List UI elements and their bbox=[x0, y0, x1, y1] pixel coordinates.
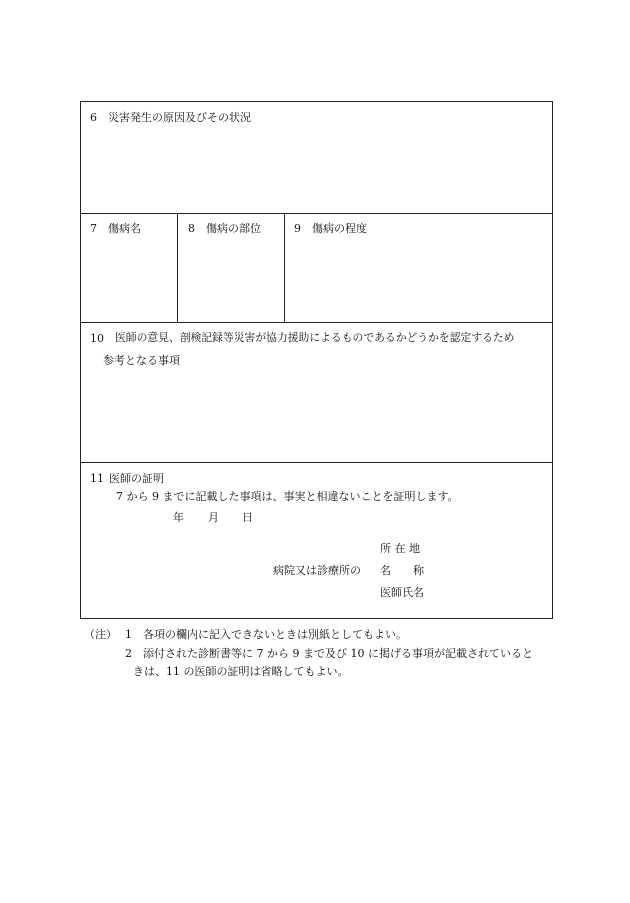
note-1-number: 1 bbox=[125, 628, 132, 641]
note-1-text: 各項の欄内に記入できないときは別紙としてもよい。 bbox=[143, 628, 407, 641]
section-7-label: 傷病名 bbox=[108, 222, 141, 235]
institution-label: 病院又は診療所の bbox=[273, 564, 361, 577]
section-11-label: 医師の証明 bbox=[109, 472, 164, 485]
section-8-number: 8 bbox=[188, 222, 195, 235]
notes-prefix: （注） bbox=[84, 628, 117, 641]
name-label-part-2: 称 bbox=[413, 564, 424, 577]
note-2-text: 添付された診断書等に 7 から 9 まで及び 10 に掲げる事項が記載されていると bbox=[143, 647, 533, 660]
section-10-row bbox=[81, 323, 552, 463]
name-label-part-1: 名 bbox=[380, 564, 391, 577]
section-7-number: 7 bbox=[90, 222, 97, 235]
section-6-label: 災害発生の原因及びその状況 bbox=[108, 111, 251, 124]
address-label: 所 在 地 bbox=[380, 542, 420, 555]
certification-statement: 7 から 9 までに記載した事項は、事実と相違ないことを証明します。 bbox=[116, 490, 459, 503]
note-2-number: 2 bbox=[125, 647, 132, 660]
column-divider bbox=[284, 214, 285, 322]
column-divider bbox=[177, 214, 178, 322]
section-10-label-continued: 参考となる事項 bbox=[103, 354, 180, 367]
form-table bbox=[80, 101, 553, 619]
date-year-label: 年 bbox=[173, 511, 184, 524]
section-9-label: 傷病の程度 bbox=[312, 222, 367, 235]
date-day-label: 日 bbox=[242, 511, 253, 524]
section-10-number: 10 bbox=[90, 332, 104, 345]
note-2-text-continued: きは、11 の医師の証明は省略してもよい。 bbox=[133, 665, 349, 678]
section-11-row bbox=[81, 463, 552, 620]
section-10-label: 医師の意見、剖検記録等災害が協力援助によるものであるかどうかを認定するため bbox=[115, 331, 515, 344]
doctor-name-label: 医師氏名 bbox=[380, 586, 424, 599]
date-month-label: 月 bbox=[208, 511, 219, 524]
section-11-number: 11 bbox=[90, 472, 104, 485]
section-7-8-9-row bbox=[81, 214, 552, 323]
section-8-label: 傷病の部位 bbox=[206, 222, 261, 235]
section-9-number: 9 bbox=[294, 222, 301, 235]
section-6-row bbox=[81, 102, 552, 214]
section-6-number: 6 bbox=[90, 111, 97, 124]
